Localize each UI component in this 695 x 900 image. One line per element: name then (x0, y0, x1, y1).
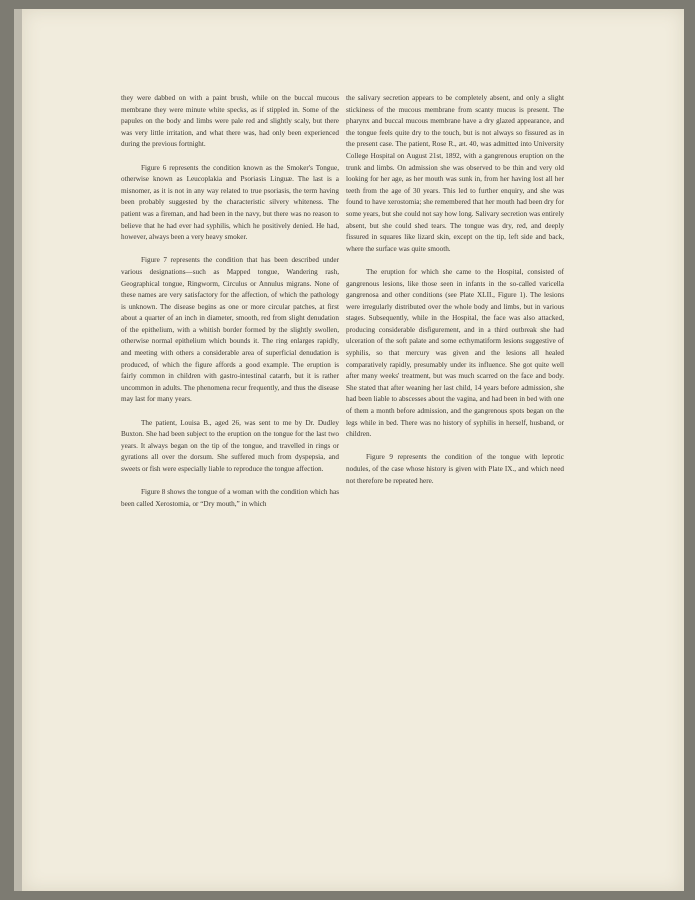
paragraph: Figure 8 shows the tongue of a woman with the condition which has been called Xerostomia, or “Dry mouth,” in which (121, 488, 339, 508)
paragraph: Figure 6 represents the condition known as the Smoker's Tongue, otherwise known as Leucoplakia and Psoriasis Linguæ. The last is a misnomer, as it is not in any way related to true psoriasis, the term having been probably suggested by the characteristic silvery whiteness. The patient was a fireman, and had been in the navy, but there was no reason to believe that he had ever had syphilis, which he positively denied. He had, however, always been a very heavy smoker. (121, 163, 339, 242)
left-text-column (121, 93, 339, 510)
paragraph: The patient, Louisa B., aged 26, was sent to me by Dr. Dudley Buxton. She had been subject to the eruption on the tongue for the last two years. It always began on the tip of the tongue, and travelled in rings or gyrations all over the dorsum. She suffered much from dyspepsia, and sweets or fish were especially liable to reproduce the tongue affection. (121, 418, 339, 473)
right-text-column (346, 93, 564, 487)
book-spine-edge (14, 9, 22, 891)
paragraph: the salivary secretion appears to be completely absent, and only a slight stickiness of the mucous membrane from scanty mucus is present. The pharynx and buccal mucous membrane have a dry glazed appearance, and the tongue feels quite dry to the touch, but is not always so fissured as in the present case. The patient, Rose R., æt. 40, was admitted into University College Hospital on August 21st, 1892, with a gangrenous eruption on the trunk and limbs. On admission she was observed to be thin and very old looking for her age, as her mouth was sunk in, from her having lost all her teeth from the age of 30 years. This led to further enquiry, and she was found to have xerostomia; she remembered that her mouth had been dry for some years, but she could not say how long. Salivary secretion was entirely absent, but she could shed tears. The tongue was dry, red, and deeply fissured in squares like lizard skin, except on the tip, left side and back, where the surface was quite smooth. (346, 94, 564, 253)
paragraph: they were dabbed on with a paint brush, while on the buccal mucous membrane they were minute white specks, as if stippled in. Some of the papules on the body and limbs were pale red and slightly scaly, but there was very little irritation, and what there was, had only been experienced during the previous fortnight. (121, 94, 339, 149)
paragraph: Figure 9 represents the condition of the tongue with leprotic nodules, of the case whose history is given with Plate IX., and which need not therefore be repeated here. (346, 453, 564, 485)
paragraph: Figure 7 represents the condition that has been described under various designations—such as Mapped tongue, Wandering rash, Geographical tongue, Ringworm, Circulus or Annulus migrans. None of these names are very satisfactory for the affection, of which the pathology is unknown. The disease begins as one or more circular patches, at first about a quarter of an inch in diameter, smooth, red from slight denudation of the epithelium, with a whitish border formed by the slightly swollen, otherwise normal epithelium which bounds it. The ring enlarges rapidly, and meeting with others a considerable area of superficial denudation is produced, of which the figure affords a good example. The eruption is fairly common in children with gastro-intestinal catarrh, but it is rather uncommon in adults. The phenomena recur frequently, and thus the disease may last for many years. (121, 256, 339, 404)
paragraph: The eruption for which she came to the Hospital, consisted of gangrenous lesions, like those seen in infants in the so-called varicella gangrenosa and other conditions (see Plate XLII., Figure 1). The lesions were irregularly distributed over the whole body and limbs, but in various stages. Subsequently, while in the Hospital, the face was also attacked, producing considerable disfigurement, and in a third outbreak she had ulceration of the soft palate and some ecthymatiform lesions suggestive of syphilis, so that mercury was given and the lesions all healed comparatively rapidly, presumably under its influence. She got quite well after many weeks' treatment, but was much scarred on the face and body. She stated that after weaning her last child, 14 years before admission, she had been liable to abscesses about the vagina, and had been in bed with one of them a month before admission, and the gangrenous spots began on the legs while in bed. There was no history of syphilis in herself, husband, or children. (346, 267, 564, 439)
